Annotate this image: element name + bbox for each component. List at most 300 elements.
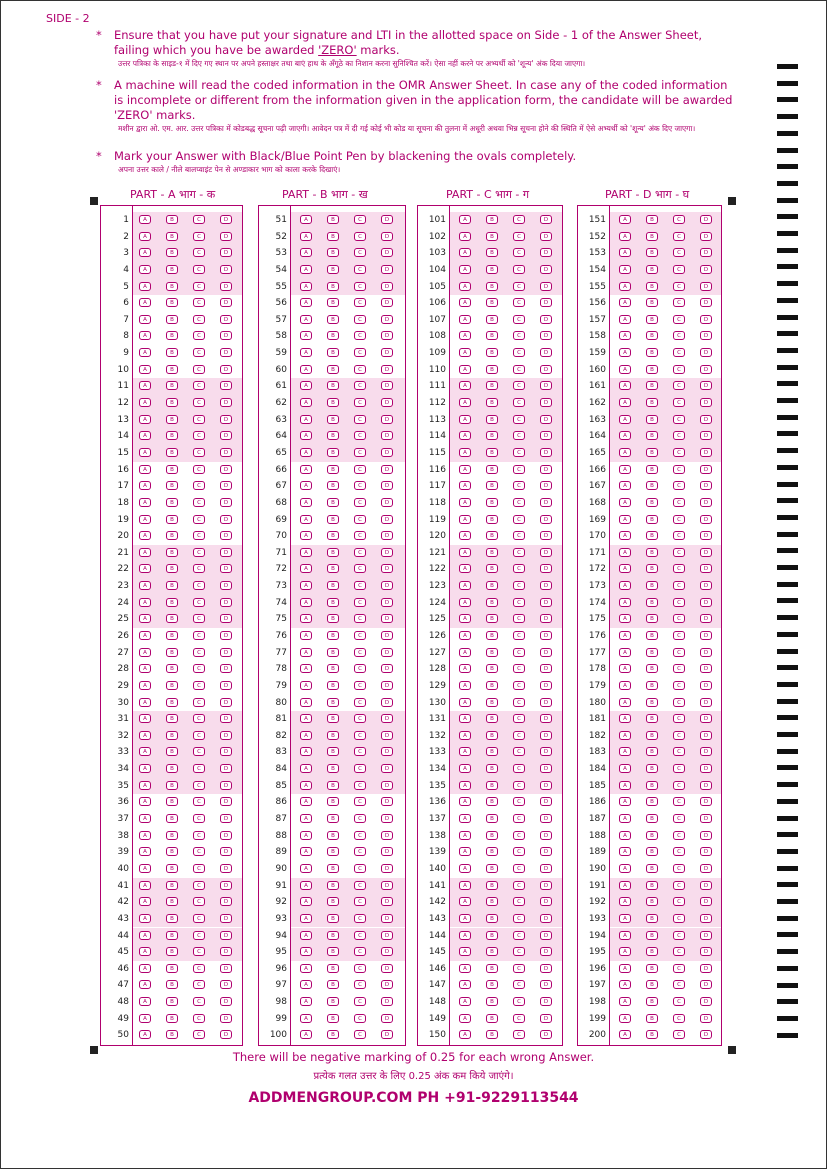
option-bubble-a[interactable]: A: [139, 598, 151, 607]
option-bubble-b[interactable]: B: [166, 897, 178, 906]
option-bubble-d[interactable]: D: [540, 731, 552, 740]
option-bubble-c[interactable]: C: [354, 847, 366, 856]
option-bubble-b[interactable]: B: [166, 648, 178, 657]
option-bubble-d[interactable]: D: [220, 448, 232, 457]
option-bubble-d[interactable]: D: [540, 564, 552, 573]
option-bubble-c[interactable]: C: [193, 698, 205, 707]
option-bubble-c[interactable]: C: [354, 215, 366, 224]
option-bubble-c[interactable]: C: [193, 731, 205, 740]
option-bubble-b[interactable]: B: [166, 398, 178, 407]
option-bubble-d[interactable]: D: [540, 348, 552, 357]
option-bubble-a[interactable]: A: [139, 1030, 151, 1039]
option-bubble-d[interactable]: D: [381, 598, 393, 607]
option-bubble-b[interactable]: B: [327, 315, 339, 324]
option-bubble-d[interactable]: D: [700, 747, 712, 756]
option-bubble-b[interactable]: B: [486, 814, 498, 823]
option-bubble-c[interactable]: C: [673, 215, 685, 224]
option-bubble-a[interactable]: A: [300, 698, 312, 707]
option-bubble-b[interactable]: B: [646, 747, 658, 756]
option-bubble-c[interactable]: C: [354, 881, 366, 890]
option-bubble-a[interactable]: A: [619, 664, 631, 673]
option-bubble-c[interactable]: C: [193, 448, 205, 457]
option-bubble-c[interactable]: C: [513, 598, 525, 607]
option-bubble-a[interactable]: A: [459, 797, 471, 806]
option-bubble-a[interactable]: A: [139, 947, 151, 956]
option-bubble-c[interactable]: C: [193, 232, 205, 241]
option-bubble-c[interactable]: C: [354, 548, 366, 557]
option-bubble-d[interactable]: D: [220, 747, 232, 756]
option-bubble-b[interactable]: B: [646, 864, 658, 873]
option-bubble-c[interactable]: C: [513, 1030, 525, 1039]
option-bubble-b[interactable]: B: [166, 664, 178, 673]
option-bubble-d[interactable]: D: [540, 215, 552, 224]
option-bubble-b[interactable]: B: [166, 980, 178, 989]
option-bubble-a[interactable]: A: [139, 498, 151, 507]
option-bubble-c[interactable]: C: [673, 764, 685, 773]
option-bubble-b[interactable]: B: [166, 531, 178, 540]
option-bubble-d[interactable]: D: [700, 897, 712, 906]
option-bubble-c[interactable]: C: [513, 248, 525, 257]
option-bubble-b[interactable]: B: [166, 931, 178, 940]
option-bubble-b[interactable]: B: [486, 864, 498, 873]
option-bubble-c[interactable]: C: [673, 481, 685, 490]
option-bubble-a[interactable]: A: [459, 980, 471, 989]
option-bubble-b[interactable]: B: [166, 698, 178, 707]
option-bubble-c[interactable]: C: [354, 581, 366, 590]
option-bubble-d[interactable]: D: [700, 881, 712, 890]
option-bubble-b[interactable]: B: [166, 248, 178, 257]
option-bubble-a[interactable]: A: [459, 481, 471, 490]
option-bubble-b[interactable]: B: [327, 282, 339, 291]
option-bubble-b[interactable]: B: [327, 648, 339, 657]
option-bubble-b[interactable]: B: [327, 232, 339, 241]
option-bubble-a[interactable]: A: [619, 947, 631, 956]
option-bubble-d[interactable]: D: [220, 265, 232, 274]
option-bubble-b[interactable]: B: [486, 964, 498, 973]
option-bubble-c[interactable]: C: [513, 265, 525, 274]
option-bubble-a[interactable]: A: [459, 381, 471, 390]
option-bubble-b[interactable]: B: [486, 681, 498, 690]
option-bubble-a[interactable]: A: [619, 980, 631, 989]
option-bubble-b[interactable]: B: [166, 431, 178, 440]
option-bubble-a[interactable]: A: [619, 282, 631, 291]
option-bubble-c[interactable]: C: [193, 681, 205, 690]
option-bubble-b[interactable]: B: [486, 914, 498, 923]
option-bubble-d[interactable]: D: [220, 1014, 232, 1023]
option-bubble-a[interactable]: A: [459, 864, 471, 873]
option-bubble-d[interactable]: D: [381, 947, 393, 956]
option-bubble-a[interactable]: A: [619, 914, 631, 923]
option-bubble-c[interactable]: C: [354, 931, 366, 940]
option-bubble-c[interactable]: C: [193, 864, 205, 873]
option-bubble-b[interactable]: B: [166, 797, 178, 806]
option-bubble-b[interactable]: B: [486, 714, 498, 723]
option-bubble-d[interactable]: D: [700, 847, 712, 856]
option-bubble-d[interactable]: D: [220, 398, 232, 407]
option-bubble-c[interactable]: C: [673, 381, 685, 390]
option-bubble-b[interactable]: B: [486, 415, 498, 424]
option-bubble-c[interactable]: C: [354, 964, 366, 973]
option-bubble-a[interactable]: A: [619, 298, 631, 307]
option-bubble-d[interactable]: D: [700, 714, 712, 723]
option-bubble-a[interactable]: A: [300, 415, 312, 424]
option-bubble-c[interactable]: C: [193, 831, 205, 840]
option-bubble-c[interactable]: C: [193, 315, 205, 324]
option-bubble-c[interactable]: C: [673, 431, 685, 440]
option-bubble-b[interactable]: B: [327, 548, 339, 557]
option-bubble-a[interactable]: A: [459, 598, 471, 607]
option-bubble-c[interactable]: C: [193, 398, 205, 407]
option-bubble-d[interactable]: D: [700, 614, 712, 623]
option-bubble-b[interactable]: B: [327, 515, 339, 524]
option-bubble-a[interactable]: A: [139, 847, 151, 856]
option-bubble-a[interactable]: A: [459, 731, 471, 740]
option-bubble-d[interactable]: D: [700, 947, 712, 956]
option-bubble-d[interactable]: D: [540, 248, 552, 257]
option-bubble-b[interactable]: B: [166, 381, 178, 390]
option-bubble-c[interactable]: C: [193, 331, 205, 340]
option-bubble-c[interactable]: C: [513, 1014, 525, 1023]
option-bubble-c[interactable]: C: [513, 631, 525, 640]
option-bubble-c[interactable]: C: [673, 365, 685, 374]
option-bubble-b[interactable]: B: [327, 1014, 339, 1023]
option-bubble-d[interactable]: D: [700, 648, 712, 657]
option-bubble-d[interactable]: D: [220, 481, 232, 490]
option-bubble-c[interactable]: C: [673, 1030, 685, 1039]
option-bubble-d[interactable]: D: [381, 847, 393, 856]
option-bubble-c[interactable]: C: [354, 598, 366, 607]
option-bubble-c[interactable]: C: [354, 232, 366, 241]
option-bubble-b[interactable]: B: [327, 997, 339, 1006]
option-bubble-a[interactable]: A: [619, 698, 631, 707]
option-bubble-a[interactable]: A: [619, 548, 631, 557]
option-bubble-c[interactable]: C: [673, 648, 685, 657]
option-bubble-a[interactable]: A: [619, 731, 631, 740]
option-bubble-b[interactable]: B: [646, 731, 658, 740]
option-bubble-b[interactable]: B: [166, 814, 178, 823]
option-bubble-c[interactable]: C: [513, 664, 525, 673]
option-bubble-d[interactable]: D: [700, 964, 712, 973]
option-bubble-a[interactable]: A: [300, 448, 312, 457]
option-bubble-c[interactable]: C: [354, 315, 366, 324]
option-bubble-d[interactable]: D: [381, 398, 393, 407]
option-bubble-c[interactable]: C: [354, 681, 366, 690]
option-bubble-b[interactable]: B: [166, 764, 178, 773]
option-bubble-b[interactable]: B: [327, 864, 339, 873]
option-bubble-d[interactable]: D: [540, 415, 552, 424]
option-bubble-d[interactable]: D: [700, 731, 712, 740]
option-bubble-c[interactable]: C: [673, 847, 685, 856]
option-bubble-a[interactable]: A: [619, 248, 631, 257]
option-bubble-b[interactable]: B: [646, 265, 658, 274]
option-bubble-b[interactable]: B: [166, 415, 178, 424]
option-bubble-d[interactable]: D: [540, 265, 552, 274]
option-bubble-b[interactable]: B: [327, 797, 339, 806]
option-bubble-d[interactable]: D: [540, 897, 552, 906]
option-bubble-d[interactable]: D: [540, 648, 552, 657]
option-bubble-b[interactable]: B: [486, 498, 498, 507]
option-bubble-c[interactable]: C: [354, 1014, 366, 1023]
option-bubble-c[interactable]: C: [354, 1030, 366, 1039]
option-bubble-b[interactable]: B: [486, 398, 498, 407]
option-bubble-a[interactable]: A: [619, 232, 631, 241]
option-bubble-a[interactable]: A: [139, 232, 151, 241]
option-bubble-a[interactable]: A: [619, 448, 631, 457]
option-bubble-c[interactable]: C: [673, 498, 685, 507]
option-bubble-b[interactable]: B: [646, 348, 658, 357]
option-bubble-a[interactable]: A: [459, 581, 471, 590]
option-bubble-c[interactable]: C: [513, 997, 525, 1006]
option-bubble-b[interactable]: B: [486, 664, 498, 673]
option-bubble-a[interactable]: A: [300, 531, 312, 540]
option-bubble-b[interactable]: B: [166, 864, 178, 873]
option-bubble-d[interactable]: D: [700, 431, 712, 440]
option-bubble-d[interactable]: D: [540, 881, 552, 890]
option-bubble-a[interactable]: A: [619, 831, 631, 840]
option-bubble-c[interactable]: C: [673, 515, 685, 524]
option-bubble-d[interactable]: D: [381, 331, 393, 340]
option-bubble-d[interactable]: D: [220, 315, 232, 324]
option-bubble-a[interactable]: A: [459, 365, 471, 374]
option-bubble-d[interactable]: D: [700, 515, 712, 524]
option-bubble-b[interactable]: B: [646, 881, 658, 890]
option-bubble-d[interactable]: D: [700, 1030, 712, 1039]
option-bubble-c[interactable]: C: [193, 415, 205, 424]
option-bubble-b[interactable]: B: [166, 1030, 178, 1039]
option-bubble-d[interactable]: D: [540, 531, 552, 540]
option-bubble-a[interactable]: A: [459, 714, 471, 723]
option-bubble-d[interactable]: D: [540, 398, 552, 407]
option-bubble-c[interactable]: C: [513, 814, 525, 823]
option-bubble-c[interactable]: C: [193, 381, 205, 390]
option-bubble-a[interactable]: A: [459, 997, 471, 1006]
option-bubble-a[interactable]: A: [619, 881, 631, 890]
option-bubble-b[interactable]: B: [166, 831, 178, 840]
option-bubble-c[interactable]: C: [673, 548, 685, 557]
option-bubble-c[interactable]: C: [673, 415, 685, 424]
option-bubble-b[interactable]: B: [327, 731, 339, 740]
option-bubble-b[interactable]: B: [486, 365, 498, 374]
option-bubble-a[interactable]: A: [459, 531, 471, 540]
option-bubble-c[interactable]: C: [673, 864, 685, 873]
option-bubble-b[interactable]: B: [327, 881, 339, 890]
option-bubble-c[interactable]: C: [193, 931, 205, 940]
option-bubble-b[interactable]: B: [646, 248, 658, 257]
option-bubble-b[interactable]: B: [486, 548, 498, 557]
option-bubble-a[interactable]: A: [300, 847, 312, 856]
option-bubble-a[interactable]: A: [300, 215, 312, 224]
option-bubble-b[interactable]: B: [166, 847, 178, 856]
option-bubble-b[interactable]: B: [486, 448, 498, 457]
option-bubble-c[interactable]: C: [193, 764, 205, 773]
option-bubble-d[interactable]: D: [220, 631, 232, 640]
option-bubble-a[interactable]: A: [619, 365, 631, 374]
option-bubble-b[interactable]: B: [327, 381, 339, 390]
option-bubble-d[interactable]: D: [700, 365, 712, 374]
option-bubble-b[interactable]: B: [166, 681, 178, 690]
option-bubble-a[interactable]: A: [139, 548, 151, 557]
option-bubble-a[interactable]: A: [619, 1030, 631, 1039]
option-bubble-c[interactable]: C: [513, 931, 525, 940]
option-bubble-a[interactable]: A: [459, 265, 471, 274]
option-bubble-d[interactable]: D: [381, 298, 393, 307]
option-bubble-a[interactable]: A: [619, 215, 631, 224]
option-bubble-b[interactable]: B: [486, 997, 498, 1006]
option-bubble-d[interactable]: D: [540, 614, 552, 623]
option-bubble-a[interactable]: A: [139, 781, 151, 790]
option-bubble-b[interactable]: B: [327, 331, 339, 340]
option-bubble-d[interactable]: D: [381, 1014, 393, 1023]
option-bubble-b[interactable]: B: [327, 1030, 339, 1039]
option-bubble-c[interactable]: C: [673, 831, 685, 840]
option-bubble-b[interactable]: B: [486, 747, 498, 756]
option-bubble-a[interactable]: A: [459, 631, 471, 640]
option-bubble-b[interactable]: B: [486, 564, 498, 573]
option-bubble-d[interactable]: D: [381, 914, 393, 923]
option-bubble-b[interactable]: B: [646, 631, 658, 640]
option-bubble-c[interactable]: C: [354, 648, 366, 657]
option-bubble-b[interactable]: B: [327, 980, 339, 989]
option-bubble-d[interactable]: D: [381, 248, 393, 257]
option-bubble-c[interactable]: C: [673, 914, 685, 923]
option-bubble-d[interactable]: D: [381, 881, 393, 890]
option-bubble-c[interactable]: C: [354, 747, 366, 756]
option-bubble-a[interactable]: A: [139, 698, 151, 707]
option-bubble-a[interactable]: A: [300, 964, 312, 973]
option-bubble-b[interactable]: B: [646, 664, 658, 673]
option-bubble-b[interactable]: B: [646, 315, 658, 324]
option-bubble-a[interactable]: A: [619, 648, 631, 657]
option-bubble-c[interactable]: C: [193, 747, 205, 756]
option-bubble-a[interactable]: A: [300, 431, 312, 440]
option-bubble-d[interactable]: D: [381, 747, 393, 756]
option-bubble-c[interactable]: C: [354, 864, 366, 873]
option-bubble-d[interactable]: D: [700, 598, 712, 607]
option-bubble-c[interactable]: C: [354, 331, 366, 340]
option-bubble-a[interactable]: A: [139, 864, 151, 873]
option-bubble-b[interactable]: B: [646, 980, 658, 989]
option-bubble-a[interactable]: A: [139, 415, 151, 424]
option-bubble-a[interactable]: A: [300, 282, 312, 291]
option-bubble-c[interactable]: C: [673, 581, 685, 590]
option-bubble-b[interactable]: B: [166, 348, 178, 357]
option-bubble-a[interactable]: A: [139, 448, 151, 457]
option-bubble-a[interactable]: A: [459, 814, 471, 823]
option-bubble-d[interactable]: D: [220, 215, 232, 224]
option-bubble-c[interactable]: C: [354, 398, 366, 407]
option-bubble-a[interactable]: A: [300, 1030, 312, 1039]
option-bubble-a[interactable]: A: [300, 814, 312, 823]
option-bubble-b[interactable]: B: [166, 564, 178, 573]
option-bubble-c[interactable]: C: [513, 614, 525, 623]
option-bubble-a[interactable]: A: [459, 964, 471, 973]
option-bubble-a[interactable]: A: [139, 365, 151, 374]
option-bubble-d[interactable]: D: [700, 781, 712, 790]
option-bubble-c[interactable]: C: [513, 531, 525, 540]
option-bubble-b[interactable]: B: [166, 331, 178, 340]
option-bubble-b[interactable]: B: [166, 614, 178, 623]
option-bubble-c[interactable]: C: [354, 781, 366, 790]
option-bubble-b[interactable]: B: [166, 282, 178, 291]
option-bubble-d[interactable]: D: [540, 714, 552, 723]
option-bubble-a[interactable]: A: [300, 864, 312, 873]
option-bubble-a[interactable]: A: [619, 797, 631, 806]
option-bubble-c[interactable]: C: [354, 997, 366, 1006]
option-bubble-c[interactable]: C: [354, 298, 366, 307]
option-bubble-d[interactable]: D: [540, 381, 552, 390]
option-bubble-b[interactable]: B: [646, 1030, 658, 1039]
option-bubble-d[interactable]: D: [540, 797, 552, 806]
option-bubble-d[interactable]: D: [381, 448, 393, 457]
option-bubble-a[interactable]: A: [139, 764, 151, 773]
option-bubble-d[interactable]: D: [220, 248, 232, 257]
option-bubble-c[interactable]: C: [673, 781, 685, 790]
option-bubble-a[interactable]: A: [619, 498, 631, 507]
option-bubble-d[interactable]: D: [700, 348, 712, 357]
option-bubble-a[interactable]: A: [619, 614, 631, 623]
option-bubble-c[interactable]: C: [673, 265, 685, 274]
option-bubble-d[interactable]: D: [220, 698, 232, 707]
option-bubble-a[interactable]: A: [459, 564, 471, 573]
option-bubble-b[interactable]: B: [327, 714, 339, 723]
option-bubble-a[interactable]: A: [619, 581, 631, 590]
option-bubble-d[interactable]: D: [540, 964, 552, 973]
option-bubble-a[interactable]: A: [300, 465, 312, 474]
option-bubble-c[interactable]: C: [354, 797, 366, 806]
option-bubble-c[interactable]: C: [513, 581, 525, 590]
option-bubble-b[interactable]: B: [327, 681, 339, 690]
option-bubble-c[interactable]: C: [193, 881, 205, 890]
option-bubble-a[interactable]: A: [459, 315, 471, 324]
option-bubble-c[interactable]: C: [513, 548, 525, 557]
option-bubble-c[interactable]: C: [193, 964, 205, 973]
option-bubble-d[interactable]: D: [540, 747, 552, 756]
option-bubble-c[interactable]: C: [513, 698, 525, 707]
option-bubble-b[interactable]: B: [327, 814, 339, 823]
option-bubble-a[interactable]: A: [300, 598, 312, 607]
option-bubble-a[interactable]: A: [619, 714, 631, 723]
option-bubble-c[interactable]: C: [193, 498, 205, 507]
option-bubble-c[interactable]: C: [513, 398, 525, 407]
option-bubble-b[interactable]: B: [486, 232, 498, 241]
option-bubble-c[interactable]: C: [354, 714, 366, 723]
option-bubble-c[interactable]: C: [513, 331, 525, 340]
option-bubble-a[interactable]: A: [139, 664, 151, 673]
option-bubble-c[interactable]: C: [354, 814, 366, 823]
option-bubble-b[interactable]: B: [486, 431, 498, 440]
option-bubble-c[interactable]: C: [513, 465, 525, 474]
option-bubble-d[interactable]: D: [220, 365, 232, 374]
option-bubble-a[interactable]: A: [139, 348, 151, 357]
option-bubble-a[interactable]: A: [619, 265, 631, 274]
option-bubble-d[interactable]: D: [220, 864, 232, 873]
option-bubble-c[interactable]: C: [513, 648, 525, 657]
option-bubble-a[interactable]: A: [459, 664, 471, 673]
option-bubble-d[interactable]: D: [220, 814, 232, 823]
option-bubble-d[interactable]: D: [700, 331, 712, 340]
option-bubble-b[interactable]: B: [166, 548, 178, 557]
option-bubble-b[interactable]: B: [327, 581, 339, 590]
option-bubble-b[interactable]: B: [327, 598, 339, 607]
option-bubble-a[interactable]: A: [139, 282, 151, 291]
option-bubble-c[interactable]: C: [193, 298, 205, 307]
option-bubble-d[interactable]: D: [700, 664, 712, 673]
option-bubble-c[interactable]: C: [354, 415, 366, 424]
option-bubble-d[interactable]: D: [220, 831, 232, 840]
option-bubble-a[interactable]: A: [300, 897, 312, 906]
option-bubble-d[interactable]: D: [220, 881, 232, 890]
option-bubble-c[interactable]: C: [193, 897, 205, 906]
